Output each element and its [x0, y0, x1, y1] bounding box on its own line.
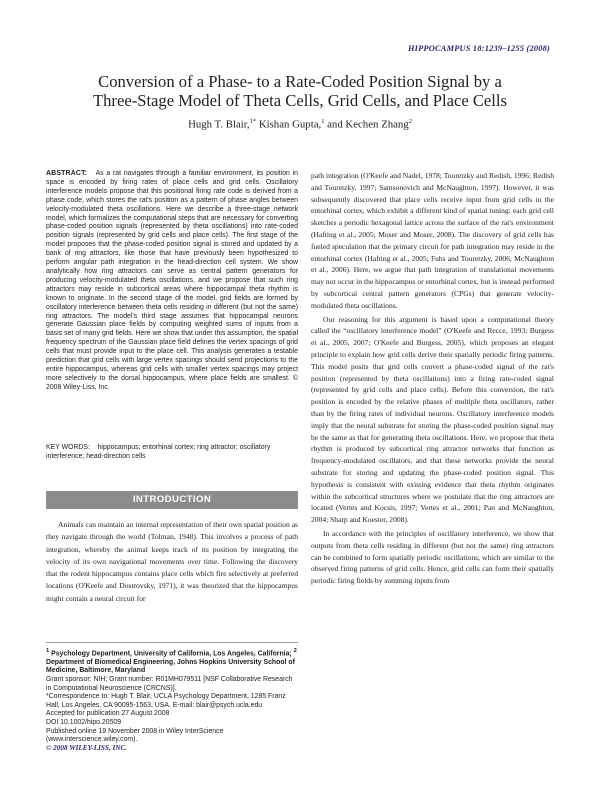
author-2: Kishan Gupta,	[258, 118, 322, 131]
affiliations-footnote	[46, 642, 298, 745]
publisher-copyright: © 2008 WILEY-LISS, INC.	[46, 744, 128, 752]
keywords-text: hippocampus; entorhinal cortex; ring attractor; oscillatory interference; head-direction cells	[46, 444, 271, 460]
affil-2: Department of Biomedical Engineering, Johns Hopkins University School of Medicine, Baltimore, Maryland	[46, 658, 295, 675]
affiliation-lines	[46, 647, 298, 676]
intro-paragraph-1: Animals can maintain an internal representation of their own spatial position as they navigate through the world (Tolman, 1948). This involves a process of path integration, whereby the animal keeps track of its position by integrating the velocity of its own navigational movements over time. Following the discovery that the rodent hippocampus contains place cells which fire selectively at preferred locations (O'Keefe and Dostrovsky, 1971), it was theorized that the hippocampus might contain a neural circuit for	[46, 520, 298, 603]
author-3-sup: 2	[408, 118, 412, 125]
author-2-sup: 1	[321, 118, 325, 125]
title-line-1: Conversion of a Phase- to a Rate-Coded Position Signal by a	[98, 72, 502, 91]
published-online: Published online 19 November 2008 in Wiley InterScience (www.interscience.wiley.com).	[46, 727, 224, 744]
right-paragraph-3: In accordance with the principles of oscillatory interference, we show that outputs from theta cells residing in different (but not the same) ring attractors can be combined to form spatially periodic oscillations, which are similar to the observed firing patterns of grid cells. Hence, grid cells can form their spatially periodic firing fields by summing inputs from	[311, 528, 554, 586]
abstract	[46, 170, 298, 393]
author-1-sup: 1*	[249, 118, 257, 125]
correspondence: *Correspondence to: Hugh T. Blair, UCLA Psychology Department, 1285 Franz Hall, Los Angeles, CA 90095-1563, USA. E-mail: blair@psych.ucla.edu	[46, 693, 286, 709]
affil-1-sup: 1	[46, 648, 50, 654]
section-heading-introduction: INTRODUCTION	[46, 491, 298, 509]
keywords	[46, 444, 298, 462]
author-list	[46, 118, 554, 131]
abstract-text: As a rat navigates through a familiar environment, its position in space is encoded by firing rates of place cells and grid cells. Oscillatory interference models propose that this positional firing rate code is derived from a phase code, which stores the rat's position as a pattern of phase angles between velocity-modulated theta oscillations. Here we describe a three-stage network model, which formalizes the computational steps that are necessary for converting phase-coded position signals (represented by theta oscillations) into rate-coded position signals (represented by grid cells and place cells). The first stage of the model proposes that the phase-coded position signal is stored and updated by a bank of ring attractors, like those that have previously been hypothesized to perform angular path integration in the head-direction cell system. We show analytically how ring attractors can serve as central pattern generators for producing velocity-modulated theta oscillations, and we propose that such ring attractors may reside in subcortical areas where hippocampal theta rhythm is known to originate. In the second stage of the model, grid fields are formed by oscillatory interference between theta cells residing in different (but not the same) ring attractors. The model's third stage assumes that hippocampal neurons generate Gaussian place fields by computing weighted sums of inputs from a basis set of many grid fields. Here we show that under this assumption, the spatial frequency spectrum of the Gaussian place field defines the vertex spacings of grid cells that must provide input to the place cell. This analysis generates a testable prediction that grid cells with large vertex spacings should send projections to the entire hippocampus, whereas grid cells with smaller vertex spacings may project more selectively to the dorsal hippocampus, where place fields are smallest.	[46, 170, 298, 382]
abstract-label: ABSTRACT:	[46, 170, 88, 177]
title-line-2: Three-Stage Model of Theta Cells, Grid Cells, and Place Cells	[93, 90, 507, 110]
keywords-label: KEY WORDS:	[46, 444, 90, 451]
author-1: Hugh T. Blair,	[188, 118, 250, 131]
right-paragraph-1: path integration (O'Keefe and Nadel, 1978; Touretzky and Redish, 1996; Redish and Touretzky, 1997; Samsonovich and McNaughton, 1997). However, it was subsequently discovered that place cells receive input from grid cells in the entorhinal cortex, which exhibit a different kind of spatial tuning: each grid cell sketches a periodic hexagonal lattice across the surface of the rat's environment (Hafting et al., 2005; Moser and Moser, 2008). The discovery of grid cells has fueled speculation that the primary circuit for path integration may reside in the entorhinal cortex (Hafting et al., 2005; Fuhs and Touretzky, 2006; McNaughton et al., 2006). Here, we argue that path integration of translational movements may not occur in the hippocampus or entorhinal cortex, but is instead performed by subcortical central pattern generators (CPGs) that generate velocity-modulated theta oscillations.	[311, 171, 554, 310]
abstract-copyright: © 2008 Wiley-Liss, Inc.	[46, 374, 298, 391]
doi: DOI 10.1002/hipo.20509	[46, 719, 122, 727]
accepted-date: Accepted for publication 27 August 2008	[46, 710, 170, 718]
right-column	[311, 170, 554, 589]
author-3: and Kechen Zhang	[327, 118, 409, 131]
affil-1: Psychology Department, University of California, Los Angeles, California;	[51, 650, 292, 658]
affil-2-sup: 2	[293, 648, 297, 654]
journal-citation: HIPPOCAMPUS 18:1239–1255 (2008)	[407, 44, 550, 53]
article-title	[46, 73, 554, 110]
grant-sponsor: Grant sponsor: NIH; Grant number: R01MH079511 [NSF Collaborative Research in Computational Neuroscience (CRCNS)].	[46, 676, 293, 692]
right-paragraph-2: Our reasoning for this argument is based upon a computational theory called the “oscillatory interference model” (O'Keefe and Recce, 1993; Burgess et al., 2005, 2007; O'Keefe and Burgess, 2005), which proposes an elegant principle to explain how grid cells derive their spatially periodic firing patterns. This model posits that grid cells convert a phase-coded signal of the rat's position (represented by theta oscillations) into a firing rate-coded signal (represented by grid cells and place cells). Before this conversion, the rat's position is encoded by the relative phases of multiple theta oscillators, rather than by the firing rates of individual neurons. Oscillatory interference models imply that the neural substrate for storing the phase-coded position signal may be the same as that for generating theta oscillations. Here, we propose that theta rhythm is produced by subcortical ring attractor networks that function as frequency-modulated oscillators, and that these networks provide the neural substrate for storing and updating the phase-coded position signal. This hypothesis is consistent with existing evidence that theta rhythm originates within the subcortical structures where we postulate that the ring attractors are located (Vertes and Kocsis, 1997; Vertes et al., 2001; Pan and McNaughton, 2004; Sharp and Koester, 2008).	[311, 314, 554, 525]
